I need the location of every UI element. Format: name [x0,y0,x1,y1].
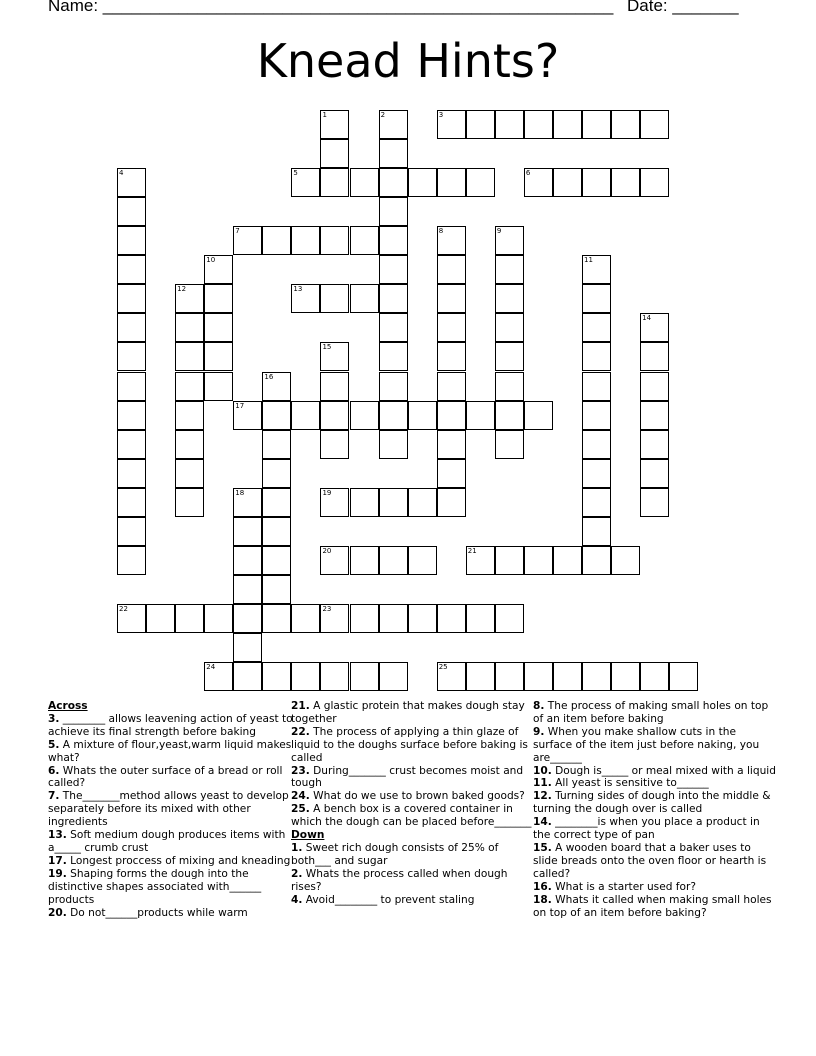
clue-number: 15. [533,841,552,854]
crossword-cell[interactable] [262,401,291,430]
clue-number: 6. [48,764,60,777]
name-date-header [48,0,768,20]
crossword-cell[interactable] [640,342,669,371]
crossword-cell[interactable] [175,488,204,517]
clue-number: 11. [533,777,552,790]
crossword-cell[interactable] [320,110,349,139]
crossword-cell[interactable] [582,430,611,459]
crossword-cell[interactable] [117,168,146,197]
clue-number: 7. [48,790,60,803]
crossword-cell[interactable] [320,342,349,371]
crossword-cell[interactable] [233,546,262,575]
crossword-cell[interactable] [320,430,349,459]
crossword-cell[interactable] [233,575,262,604]
clue-text: A mixture of flour,yeast,warm liquid makes what? [48,738,292,764]
clue-text: What is a starter used for? [551,880,696,893]
crossword-cell[interactable] [640,372,669,401]
crossword-cell[interactable] [291,168,320,197]
clue-text: A wooden board that a baker uses to slide breads onto the oven floor or hearth is called? [533,841,767,880]
crossword-cell[interactable] [204,342,233,371]
crossword-cell[interactable] [320,226,349,255]
crossword-cell[interactable] [204,313,233,342]
crossword-cell[interactable] [320,662,349,691]
crossword-cell[interactable] [175,342,204,371]
clue-text: Whats the process called when dough rises? [291,867,508,893]
clue-number-label: 23 [322,605,332,614]
crossword-cell[interactable] [582,662,611,691]
crossword-cell[interactable] [204,604,233,633]
crossword-cell[interactable] [262,459,291,488]
clue-number: 10. [533,764,552,777]
crossword-cell[interactable] [379,168,408,197]
clue-number: 18. [533,893,552,906]
down-clue [533,842,778,881]
crossword-cell[interactable] [495,313,524,342]
crossword-cell[interactable] [379,197,408,226]
clue-number: 14. [533,816,552,829]
crossword-cell[interactable] [379,139,408,168]
crossword-cell[interactable] [204,284,233,313]
clue-text: All yeast is sensitive to______ [551,777,709,790]
across-clue [48,868,293,907]
crossword-cell[interactable] [117,372,146,401]
crossword-cell[interactable] [175,459,204,488]
down-clue-list-continued [533,700,778,919]
crossword-cell[interactable] [262,488,291,517]
clue-number: 25. [291,803,310,816]
clue-text: A bench box is a covered container in which the dough can be placed before_______ [291,803,532,829]
clue-number: 16. [533,880,552,893]
crossword-cell[interactable] [582,546,611,575]
crossword-cell[interactable] [582,255,611,284]
clue-number: 21. [291,700,310,712]
crossword-cell[interactable] [175,313,204,342]
crossword-cell[interactable] [291,226,320,255]
crossword-cell[interactable] [320,168,349,197]
crossword-cell[interactable] [175,284,204,313]
crossword-cell[interactable] [350,604,379,633]
down-clue [533,816,778,842]
clue-text: Longest proccess of mixing and kneading [66,854,291,867]
crossword-cell[interactable] [320,284,349,313]
clue-text: Avoid________ to prevent staling [302,893,475,906]
crossword-cell[interactable] [611,662,640,691]
crossword-cell[interactable] [495,604,524,633]
crossword-cell[interactable] [640,110,669,139]
crossword-cell[interactable] [582,372,611,401]
crossword-cell[interactable] [379,255,408,284]
crossword-cell[interactable] [117,604,146,633]
clue-number: 17. [48,854,67,867]
clue-number: 24. [291,790,310,803]
crossword-cell[interactable] [582,459,611,488]
crossword-cell[interactable] [437,459,466,488]
crossword-cell[interactable] [146,604,175,633]
crossword-cell[interactable] [553,546,582,575]
crossword-cell[interactable] [495,110,524,139]
crossword-cell[interactable] [524,401,553,430]
crossword-cell[interactable] [466,546,495,575]
clue-text: Sweet rich dough consists of 25% of both___ and sugar [291,841,499,867]
crossword-cell[interactable] [379,313,408,342]
crossword-cell[interactable] [117,197,146,226]
crossword-cell[interactable] [611,546,640,575]
clue-text: Shaping forms the dough into the distinctive shapes associated with______ products [48,867,262,906]
crossword-cell[interactable] [117,430,146,459]
crossword-cell[interactable] [524,546,553,575]
clue-text: ________is when you place a product in the correct type of pan [533,816,760,842]
crossword-cell[interactable] [495,372,524,401]
clue-text: During_______ crust becomes moist and tough [291,764,524,790]
crossword-cell[interactable] [350,662,379,691]
clue-number-label: 13 [293,285,303,294]
crossword-cell[interactable] [117,255,146,284]
crossword-cell[interactable] [582,168,611,197]
crossword-cell[interactable] [495,255,524,284]
clue-text: Whats it called when making small holes on top of an item before baking? [533,893,772,919]
clue-number: 8. [533,700,545,712]
clue-text: When you make shallow cuts in the surface of the item just before naking, you are______ [533,725,760,764]
across-clue [48,907,293,920]
clue-number: 13. [48,829,67,842]
crossword-cell[interactable] [437,168,466,197]
crossword-cell[interactable] [437,430,466,459]
crossword-cell[interactable] [379,401,408,430]
across-clue [48,855,293,868]
clue-number: 5. [48,738,60,751]
crossword-cell[interactable] [379,342,408,371]
crossword-cell[interactable] [495,546,524,575]
crossword-cell[interactable] [582,488,611,517]
crossword-cell[interactable] [320,604,349,633]
across-clue-list [48,713,293,920]
crossword-cell[interactable] [437,226,466,255]
clue-number-label: 18 [235,488,245,497]
clues-column-1 [48,700,293,919]
crossword-cell[interactable] [204,372,233,401]
crossword-cell[interactable] [175,604,204,633]
across-clue [291,700,536,726]
crossword-cell[interactable] [350,401,379,430]
crossword-cell[interactable] [262,226,291,255]
crossword-cell[interactable] [350,284,379,313]
name-field[interactable] [48,0,613,16]
across-clue [48,790,293,829]
clue-number: 23. [291,764,310,777]
crossword-cell[interactable] [262,430,291,459]
crossword-cell[interactable] [524,168,553,197]
crossword-cell[interactable] [582,313,611,342]
crossword-cell[interactable] [437,110,466,139]
clue-number-label: 17 [235,401,245,410]
across-heading: Across [48,700,88,712]
crossword-cell[interactable] [379,546,408,575]
crossword-cell[interactable] [495,342,524,371]
down-clue [533,726,778,765]
across-clue [48,765,293,791]
clue-number-label: 3 [438,111,444,119]
crossword-cell[interactable] [437,284,466,313]
name-line: ______________________________________________________ [102,0,614,15]
crossword-cell[interactable] [233,517,262,546]
crossword-cell[interactable] [117,517,146,546]
crossword-cell[interactable] [233,226,262,255]
across-clue [291,803,536,829]
crossword-cell[interactable] [262,662,291,691]
crossword-cell[interactable] [640,168,669,197]
crossword-cell[interactable] [379,110,408,139]
crossword-cell[interactable] [437,662,466,691]
across-clue [291,726,536,765]
crossword-cell[interactable] [117,342,146,371]
clue-number-label: 7 [235,227,240,236]
clue-number-label: 22 [119,605,128,614]
crossword-cell[interactable] [320,546,349,575]
crossword-cell[interactable] [495,226,524,255]
crossword-cell[interactable] [466,662,495,691]
across-clue-list-continued [291,700,536,829]
across-clue [291,765,536,791]
clue-number: 4. [291,893,303,906]
crossword-cell[interactable] [495,662,524,691]
crossword-cell[interactable] [262,517,291,546]
down-clue [291,868,536,894]
clue-number-label: 10 [206,256,216,265]
crossword-cell[interactable] [437,604,466,633]
crossword-cell[interactable] [320,372,349,401]
crossword-cell[interactable] [582,284,611,313]
clue-number: 12. [533,790,552,803]
clue-text: The process of making small holes on top of an item before baking [533,700,769,725]
clue-number-label: 4 [119,169,124,178]
clue-number: 3. [48,712,60,725]
clue-text: Soft medium dough produces items with a_____ crumb crust [48,829,286,854]
clue-text: Turning sides of dough into the middle & turning the dough over is called [533,790,771,816]
crossword-cell[interactable] [640,401,669,430]
across-clue [48,713,293,739]
crossword-cell[interactable] [437,372,466,401]
clue-text: ________ allows leavening action of yeast to achieve its final strength before baking [48,712,293,738]
crossword-cell[interactable] [495,401,524,430]
crossword-cell[interactable] [291,662,320,691]
clue-number: 19. [48,867,67,880]
clue-number-label: 24 [206,663,216,672]
down-clue [291,894,536,907]
crossword-cell[interactable] [408,168,437,197]
crossword-cell[interactable] [175,401,204,430]
down-clue [291,842,536,868]
date-label: Date: [627,0,673,15]
clue-number-label: 1 [322,111,327,119]
crossword-cell[interactable] [379,488,408,517]
clues-column-3 [533,700,778,919]
crossword-cell[interactable] [320,139,349,168]
crossword-cell[interactable] [262,575,291,604]
crossword-cell[interactable] [640,430,669,459]
clue-number: 9. [533,725,545,738]
crossword-cell[interactable] [291,401,320,430]
clue-number-label: 5 [293,169,298,178]
crossword-cell[interactable] [553,662,582,691]
crossword-cell[interactable] [379,430,408,459]
clue-text: Dough is_____ or meal mixed with a liquid [551,764,776,777]
crossword-cell[interactable] [466,604,495,633]
name-label: Name: [48,0,103,15]
crossword-cell[interactable] [379,604,408,633]
clue-number-label: 15 [322,343,332,352]
crossword-cell[interactable] [379,226,408,255]
crossword-cell[interactable] [669,662,698,691]
crossword-cell[interactable] [640,488,669,517]
crossword-cell[interactable] [437,313,466,342]
down-clue-list [291,842,536,907]
clue-number-label: 9 [496,227,502,236]
clue-number: 1. [291,841,303,854]
date-field[interactable] [627,0,739,16]
crossword-cell[interactable] [611,110,640,139]
across-clue [291,790,536,803]
down-clue [533,765,778,778]
clue-number-label: 25 [438,663,448,672]
clue-number: 20. [48,906,67,919]
clue-number-label: 16 [264,372,274,381]
down-heading: Down [291,829,325,842]
crossword-cell[interactable] [117,401,146,430]
crossword-cell[interactable] [233,488,262,517]
clues-column-2 [291,700,536,907]
crossword-cell[interactable] [640,459,669,488]
crossword-cell[interactable] [233,633,262,662]
crossword-cell[interactable] [175,430,204,459]
clue-number-label: 6 [525,169,531,178]
crossword-cell[interactable] [204,255,233,284]
crossword-cell[interactable] [175,372,204,401]
crossword-cell[interactable] [233,662,262,691]
across-clue [48,829,293,855]
crossword-cell[interactable] [524,110,553,139]
crossword-cell[interactable] [350,546,379,575]
crossword-cell[interactable] [117,284,146,313]
clue-number-label: 14 [642,314,652,323]
down-clue [533,790,778,816]
crossword-cell[interactable] [408,488,437,517]
clue-number-label: 11 [584,256,593,265]
clue-text: What do we use to brown baked goods? [309,790,525,803]
down-clue [533,881,778,894]
crossword-cell[interactable] [582,401,611,430]
clue-text: Do not______products while warm [66,906,248,919]
crossword-cell[interactable] [466,401,495,430]
down-clue [533,777,778,790]
crossword-cell[interactable] [262,372,291,401]
crossword-cell[interactable] [466,110,495,139]
crossword-cell[interactable] [117,546,146,575]
crossword-cell[interactable] [495,430,524,459]
crossword-cell[interactable] [582,342,611,371]
crossword-cell[interactable] [117,459,146,488]
crossword-cell[interactable] [553,168,582,197]
crossword-cell[interactable] [524,662,553,691]
crossword-cell[interactable] [437,255,466,284]
crossword-cell[interactable] [262,546,291,575]
clue-text: The process of applying a thin glaze of liquid to the doughs surface before baking is called [291,725,528,764]
crossword-cell[interactable] [117,313,146,342]
crossword-cell[interactable] [233,401,262,430]
crossword-cell[interactable] [466,168,495,197]
crossword-cell[interactable] [117,226,146,255]
clue-text: The_______method allows yeast to develop separately before its mixed with other ingredients [48,790,289,829]
crossword-cell[interactable] [437,342,466,371]
crossword-cell[interactable] [582,517,611,546]
crossword-cell[interactable] [437,488,466,517]
down-clue [533,700,778,726]
clue-number-label: 20 [322,546,332,555]
crossword-cell[interactable] [350,226,379,255]
crossword-cell[interactable] [582,110,611,139]
clue-number-label: 12 [177,285,187,294]
across-clue [48,739,293,765]
crossword-cell[interactable] [291,604,320,633]
crossword-cell[interactable] [408,401,437,430]
crossword-cell[interactable] [437,401,466,430]
crossword-cell[interactable] [379,662,408,691]
crossword-cell[interactable] [320,401,349,430]
crossword-cell[interactable] [350,488,379,517]
crossword-cell[interactable] [408,604,437,633]
crossword-cell[interactable] [408,546,437,575]
crossword-cell[interactable] [379,372,408,401]
crossword-cell[interactable] [379,284,408,313]
clue-number-label: 2 [380,111,386,119]
crossword-cell[interactable] [233,604,262,633]
clue-text: A glastic protein that makes dough stay together [291,700,525,725]
crossword-cell[interactable] [640,662,669,691]
crossword-cell[interactable] [262,604,291,633]
crossword-cell[interactable] [611,168,640,197]
clue-number: 2. [291,867,303,880]
crossword-cell[interactable] [117,488,146,517]
down-clue [533,894,778,920]
crossword-cell[interactable] [350,168,379,197]
clue-number-label: 19 [322,488,332,497]
crossword-cell[interactable] [640,313,669,342]
clue-number-label: 21 [467,546,477,555]
crossword-cell[interactable] [291,284,320,313]
crossword-cell[interactable] [204,662,233,691]
clue-number-label: 8 [438,227,444,236]
crossword-cell[interactable] [495,284,524,313]
date-line: _______ [672,0,739,15]
crossword-cell[interactable] [320,488,349,517]
clue-text: Whats the outer surface of a bread or roll called? [48,764,283,790]
page-title: Knead Hints? [256,34,560,88]
crossword-cell[interactable] [553,110,582,139]
clue-number: 22. [291,725,310,738]
